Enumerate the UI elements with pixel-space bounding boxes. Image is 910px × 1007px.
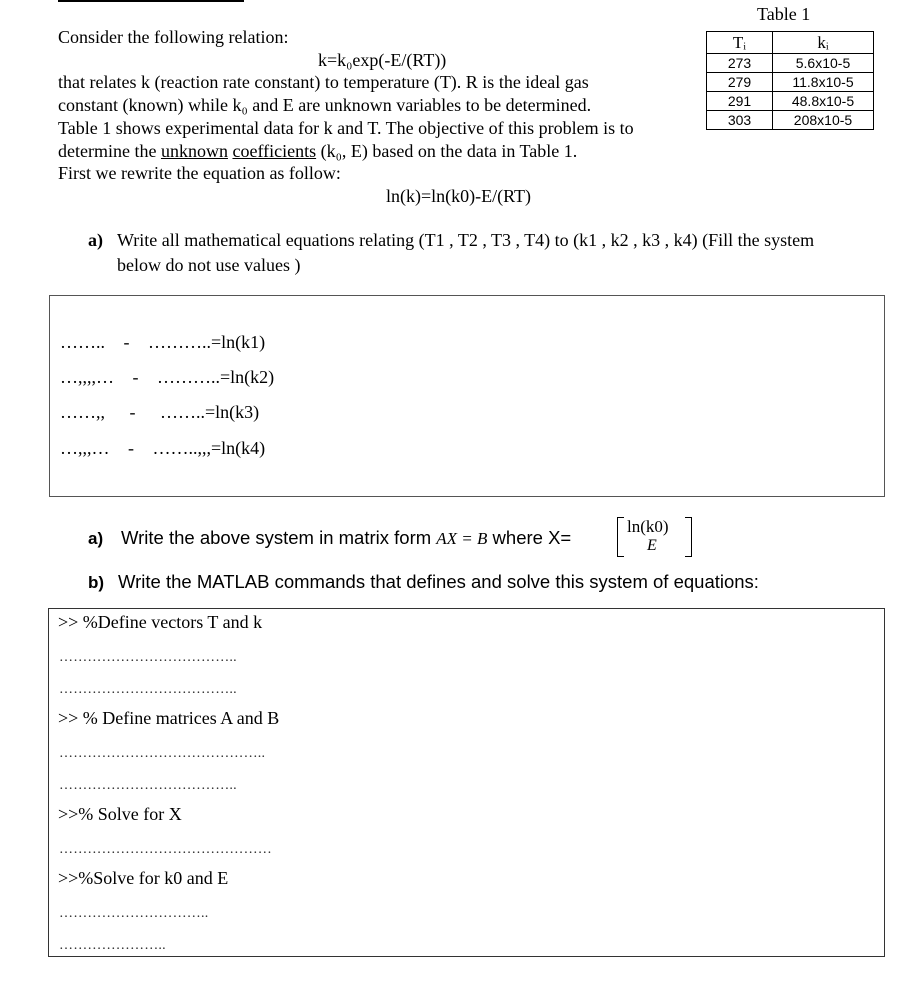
fill-blank-left[interactable]: …,,,,… [60,367,114,387]
relation-equation: k=k₀exp(-E/(RT)) [318,50,447,70]
answer-line[interactable]: ……………………………….. [59,778,237,793]
part-a1-line-2: below do not use values ) [117,255,301,275]
table-header-row [707,32,874,54]
table-row [707,54,874,73]
part-a1-label: a) [88,230,103,250]
part-b-label: b) [88,573,105,592]
part-a2-where: where X= [487,527,572,548]
right-bracket [685,517,692,557]
fill-blank-left[interactable]: ……,, [60,402,105,422]
underlined-coefficients: coefficients [232,141,317,161]
x-vector-top: ln(k0) [627,517,669,536]
fill-blank-right[interactable]: ………..=ln(k2) [157,367,275,387]
answer-line[interactable]: ………………….. [59,938,166,953]
answer-line[interactable]: ……………………………………… [59,842,272,857]
minus-sign: - [128,438,134,458]
table-caption: Table 1 [757,4,811,24]
x-vector [617,517,692,561]
comment-solve-k0-e: >>%Solve for k0 and E [58,868,229,888]
table-cell-t: 303 [707,111,773,130]
intro-line-4: constant (known) while k₀ and E are unknown variables to be determined. [58,95,592,115]
data-table [706,31,874,130]
intro-line-1: Consider the following relation: [58,27,289,47]
table-cell-k: 5.6x10-5 [773,54,874,73]
left-bracket [617,517,624,557]
table-cell-k: 208x10-5 [773,111,874,130]
fill-blank-left[interactable]: …,,,… [60,438,110,458]
minus-sign: - [132,367,139,387]
minus-sign: - [129,402,136,422]
part-b-text: Write the MATLAB commands that defines and solve this system of equations: [118,571,759,592]
table-cell-k: 48.8x10-5 [773,92,874,111]
fill-blank-left[interactable]: …….. [60,332,105,352]
fill-blank-right[interactable]: ……..=ln(k3) [160,402,260,422]
table-header-k: kᵢ [773,32,874,54]
answer-line[interactable]: ………………………….. [59,906,209,921]
table-cell-t: 291 [707,92,773,111]
fill-blank-right[interactable]: ……..,,,=ln(k4) [152,438,266,458]
answer-line[interactable]: …………………………………….. [59,746,266,761]
answer-line[interactable]: ……………………………….. [59,682,237,697]
intro-line-5: Table 1 shows experimental data for k and T. The objective of this problem is to [58,118,634,138]
table-row [707,92,874,111]
comment-define-vectors: >> %Define vectors T and k [58,612,263,632]
minus-sign: - [123,332,130,352]
table-cell-k: 11.8x10-5 [773,73,874,92]
answer-line[interactable]: ……………………………….. [59,650,237,665]
part-a1-line-1: Write all mathematical equations relating (T1 , T2 , T3 , T4) to (k1 , k2 , k3 , k4) (Fill the system [117,230,815,250]
intro-line-7: First we rewrite the equation as follow: [58,163,341,183]
top-rule [58,0,244,2]
intro-line-6 [58,140,577,163]
part-a2-text: Write the above system in matrix form [121,527,437,548]
underlined-unknown: unknown [160,141,228,161]
log-equation: ln(k)=ln(k0)-E/(RT) [386,186,532,206]
fill-row[interactable] [60,367,274,388]
table-row [707,73,874,92]
table-cell-t: 279 [707,73,773,92]
table-header-t: Tᵢ [707,32,773,54]
equation-fill-box[interactable] [49,295,885,497]
table-row [707,111,874,130]
comment-define-matrices: >> % Define matrices A and B [58,708,280,728]
fill-row[interactable] [60,332,265,353]
comment-solve-x: >>% Solve for X [58,804,182,824]
fill-blank-right[interactable]: ………..=ln(k1) [148,332,266,352]
fill-row[interactable] [60,438,265,459]
matrix-formula: AX = B [436,529,488,548]
part-a2-text-line [121,527,571,549]
table-cell-t: 273 [707,54,773,73]
intro-line-6-post: (k₀, E) based on the data in Table 1. [316,141,578,161]
intro-line-6-pre: determine the [58,141,161,161]
fill-row[interactable] [60,402,259,423]
intro-line-3: that relates k (reaction rate constant) to temperature (T). R is the ideal gas [58,72,589,92]
x-vector-bottom: E [647,537,657,554]
part-a2-label: a) [88,529,104,548]
